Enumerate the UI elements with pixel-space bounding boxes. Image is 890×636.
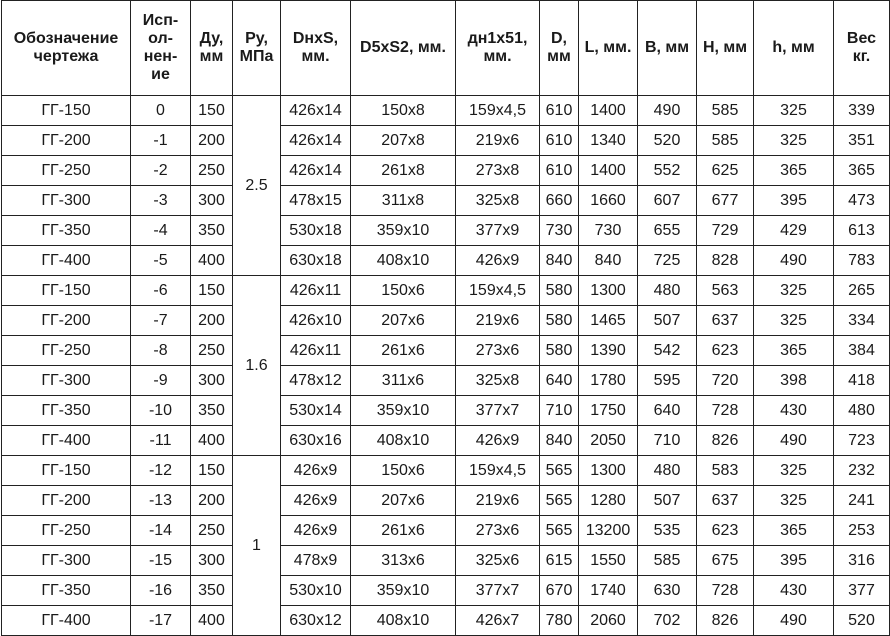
- cell-dhxs: 426x9: [281, 516, 351, 546]
- header-b: [638, 1, 697, 96]
- table-row: [2, 96, 890, 126]
- header-dn: [191, 1, 233, 96]
- header-line: ол-: [148, 30, 173, 47]
- cell-d: 660: [540, 186, 579, 216]
- cell-dhxs: 630x12: [281, 606, 351, 636]
- cell-designation: ГГ-400: [2, 426, 131, 456]
- cell-h-upper: 729: [697, 216, 754, 246]
- cell-dn1x51: 426x7: [456, 606, 540, 636]
- cell-dn: 150: [191, 276, 233, 306]
- cell-weight: 783: [834, 246, 890, 276]
- cell-d5xs2: 359x10: [351, 576, 456, 606]
- cell-h-lower: 490: [754, 246, 834, 276]
- cell-d: 670: [540, 576, 579, 606]
- cell-d: 565: [540, 516, 579, 546]
- cell-dn1x51: 273x8: [456, 156, 540, 186]
- cell-dhxs: 630x16: [281, 426, 351, 456]
- cell-h-lower: 430: [754, 576, 834, 606]
- cell-d: 580: [540, 336, 579, 366]
- cell-h-lower: 395: [754, 186, 834, 216]
- cell-designation: ГГ-350: [2, 396, 131, 426]
- cell-weight: 351: [834, 126, 890, 156]
- cell-dhxs: 426x14: [281, 126, 351, 156]
- cell-variant: -10: [131, 396, 191, 426]
- header-dn1x51: [456, 1, 540, 96]
- cell-designation: ГГ-150: [2, 96, 131, 126]
- cell-h-upper: 826: [697, 606, 754, 636]
- table-body: [2, 96, 890, 636]
- cell-l: 1780: [579, 366, 638, 396]
- cell-b: 585: [638, 546, 697, 576]
- cell-h-upper: 675: [697, 546, 754, 576]
- table-row: [2, 306, 890, 336]
- cell-variant: -1: [131, 126, 191, 156]
- cell-d: 780: [540, 606, 579, 636]
- cell-h-lower: 325: [754, 276, 834, 306]
- header-weight: [834, 1, 890, 96]
- cell-dn: 400: [191, 246, 233, 276]
- cell-h-upper: 623: [697, 516, 754, 546]
- cell-h-lower: 325: [754, 306, 834, 336]
- cell-b: 630: [638, 576, 697, 606]
- cell-l: 1340: [579, 126, 638, 156]
- cell-dn1x51: 219x6: [456, 126, 540, 156]
- cell-designation: ГГ-250: [2, 516, 131, 546]
- cell-designation: ГГ-200: [2, 486, 131, 516]
- header-line: Ру,: [245, 30, 268, 47]
- cell-dn1x51: 426x9: [456, 426, 540, 456]
- cell-weight: 613: [834, 216, 890, 246]
- cell-d: 580: [540, 306, 579, 336]
- cell-dn1x51: 325x8: [456, 366, 540, 396]
- cell-l: 1280: [579, 486, 638, 516]
- cell-b: 655: [638, 216, 697, 246]
- cell-l: 730: [579, 216, 638, 246]
- cell-weight: 365: [834, 156, 890, 186]
- cell-d: 610: [540, 156, 579, 186]
- cell-d5xs2: 313x6: [351, 546, 456, 576]
- cell-dn: 300: [191, 366, 233, 396]
- cell-dn1x51: 377x7: [456, 576, 540, 606]
- cell-b: 607: [638, 186, 697, 216]
- cell-dn1x51: 219x6: [456, 486, 540, 516]
- cell-d: 565: [540, 456, 579, 486]
- cell-weight: 473: [834, 186, 890, 216]
- table-row: [2, 606, 890, 636]
- cell-d: 565: [540, 486, 579, 516]
- cell-variant: -6: [131, 276, 191, 306]
- cell-variant: -4: [131, 216, 191, 246]
- cell-dn: 250: [191, 516, 233, 546]
- header-line: D,: [551, 30, 567, 47]
- cell-weight: 480: [834, 396, 890, 426]
- cell-dhxs: 426x14: [281, 156, 351, 186]
- header-h-upper: [697, 1, 754, 96]
- cell-d5xs2: 408x10: [351, 246, 456, 276]
- cell-variant: -3: [131, 186, 191, 216]
- cell-dhxs: 530x18: [281, 216, 351, 246]
- cell-dn: 200: [191, 306, 233, 336]
- cell-l: 2050: [579, 426, 638, 456]
- header-l: [579, 1, 638, 96]
- header-line: МПа: [239, 48, 274, 65]
- cell-dn1x51: 159x4,5: [456, 96, 540, 126]
- cell-designation: ГГ-350: [2, 576, 131, 606]
- header-h-lower: [754, 1, 834, 96]
- cell-h-lower: 430: [754, 396, 834, 426]
- cell-dn: 250: [191, 156, 233, 186]
- cell-h-lower: 325: [754, 126, 834, 156]
- header-row: [2, 1, 890, 96]
- cell-dn: 200: [191, 126, 233, 156]
- table-row: [2, 516, 890, 546]
- header-line: Исп-: [142, 12, 179, 29]
- cell-dn1x51: 325x6: [456, 546, 540, 576]
- cell-d: 640: [540, 366, 579, 396]
- cell-designation: ГГ-250: [2, 156, 131, 186]
- cell-h-lower: 490: [754, 606, 834, 636]
- cell-h-lower: 325: [754, 456, 834, 486]
- cell-weight: 232: [834, 456, 890, 486]
- cell-designation: ГГ-250: [2, 336, 131, 366]
- cell-h-upper: 828: [697, 246, 754, 276]
- table-row: [2, 336, 890, 366]
- cell-d5xs2: 150x8: [351, 96, 456, 126]
- table-row: [2, 456, 890, 486]
- cell-dn1x51: 219x6: [456, 306, 540, 336]
- cell-h-lower: 325: [754, 486, 834, 516]
- table-row: [2, 276, 890, 306]
- cell-weight: 265: [834, 276, 890, 306]
- cell-variant: 0: [131, 96, 191, 126]
- cell-variant: -2: [131, 156, 191, 186]
- cell-l: 1390: [579, 336, 638, 366]
- cell-d5xs2: 261x8: [351, 156, 456, 186]
- cell-b: 507: [638, 306, 697, 336]
- cell-dhxs: 530x10: [281, 576, 351, 606]
- cell-h-upper: 637: [697, 486, 754, 516]
- table-row: [2, 246, 890, 276]
- cell-d5xs2: 207x6: [351, 306, 456, 336]
- cell-d5xs2: 311x8: [351, 186, 456, 216]
- cell-h-lower: 325: [754, 96, 834, 126]
- cell-dhxs: 426x10: [281, 306, 351, 336]
- cell-dn: 150: [191, 96, 233, 126]
- header-line: мм.: [483, 48, 512, 65]
- cell-pn: 1.6: [233, 276, 281, 456]
- header-line: h, мм: [772, 39, 815, 56]
- header-line: DнxS,: [292, 30, 339, 47]
- header-line: Ду,: [199, 30, 224, 47]
- cell-weight: 339: [834, 96, 890, 126]
- table-row: [2, 156, 890, 186]
- cell-weight: 334: [834, 306, 890, 336]
- cell-b: 507: [638, 486, 697, 516]
- cell-dn1x51: 273x6: [456, 336, 540, 366]
- cell-d5xs2: 261x6: [351, 336, 456, 366]
- header-line: кг.: [852, 48, 871, 65]
- cell-d5xs2: 150x6: [351, 276, 456, 306]
- cell-l: 1300: [579, 456, 638, 486]
- cell-dn: 200: [191, 486, 233, 516]
- cell-h-lower: 398: [754, 366, 834, 396]
- cell-h-upper: 728: [697, 576, 754, 606]
- cell-pn: 2.5: [233, 96, 281, 276]
- cell-dn: 350: [191, 216, 233, 246]
- cell-d: 615: [540, 546, 579, 576]
- table-row: [2, 426, 890, 456]
- cell-l: 1465: [579, 306, 638, 336]
- cell-b: 520: [638, 126, 697, 156]
- cell-variant: -13: [131, 486, 191, 516]
- cell-variant: -11: [131, 426, 191, 456]
- cell-h-upper: 677: [697, 186, 754, 216]
- cell-variant: -8: [131, 336, 191, 366]
- cell-dhxs: 530x14: [281, 396, 351, 426]
- cell-weight: 418: [834, 366, 890, 396]
- cell-weight: 316: [834, 546, 890, 576]
- cell-d5xs2: 150x6: [351, 456, 456, 486]
- cell-weight: 241: [834, 486, 890, 516]
- cell-designation: ГГ-300: [2, 546, 131, 576]
- cell-variant: -12: [131, 456, 191, 486]
- cell-d5xs2: 207x6: [351, 486, 456, 516]
- cell-designation: ГГ-400: [2, 246, 131, 276]
- header-line: ие: [151, 66, 170, 83]
- cell-b: 480: [638, 456, 697, 486]
- cell-d5xs2: 207x8: [351, 126, 456, 156]
- cell-designation: ГГ-350: [2, 216, 131, 246]
- cell-weight: 384: [834, 336, 890, 366]
- header-d: [540, 1, 579, 96]
- cell-b: 725: [638, 246, 697, 276]
- cell-h-lower: 365: [754, 336, 834, 366]
- cell-l: 1660: [579, 186, 638, 216]
- cell-variant: -9: [131, 366, 191, 396]
- cell-h-lower: 365: [754, 516, 834, 546]
- cell-b: 702: [638, 606, 697, 636]
- cell-d5xs2: 408x10: [351, 606, 456, 636]
- cell-designation: ГГ-200: [2, 306, 131, 336]
- header-line: D5xS2, мм.: [360, 39, 446, 56]
- cell-l: 1740: [579, 576, 638, 606]
- cell-h-lower: 429: [754, 216, 834, 246]
- cell-variant: -14: [131, 516, 191, 546]
- cell-l: 2060: [579, 606, 638, 636]
- cell-d: 610: [540, 96, 579, 126]
- cell-dn: 150: [191, 456, 233, 486]
- cell-h-upper: 563: [697, 276, 754, 306]
- cell-variant: -15: [131, 546, 191, 576]
- cell-h-upper: 625: [697, 156, 754, 186]
- cell-l: 1400: [579, 156, 638, 186]
- cell-weight: 723: [834, 426, 890, 456]
- cell-h-upper: 583: [697, 456, 754, 486]
- cell-variant: -7: [131, 306, 191, 336]
- cell-d: 840: [540, 426, 579, 456]
- cell-designation: ГГ-150: [2, 276, 131, 306]
- cell-d: 730: [540, 216, 579, 246]
- cell-dn1x51: 159x4,5: [456, 456, 540, 486]
- cell-pn: 1: [233, 456, 281, 636]
- cell-h-lower: 490: [754, 426, 834, 456]
- table-row: [2, 216, 890, 246]
- cell-dhxs: 478x12: [281, 366, 351, 396]
- cell-l: 840: [579, 246, 638, 276]
- cell-dn1x51: 159x4,5: [456, 276, 540, 306]
- cell-b: 480: [638, 276, 697, 306]
- cell-b: 490: [638, 96, 697, 126]
- cell-designation: ГГ-200: [2, 126, 131, 156]
- cell-d: 610: [540, 126, 579, 156]
- cell-d5xs2: 359x10: [351, 396, 456, 426]
- cell-weight: 253: [834, 516, 890, 546]
- cell-dn: 400: [191, 606, 233, 636]
- cell-dn1x51: 377x7: [456, 396, 540, 426]
- cell-dn: 350: [191, 576, 233, 606]
- cell-dhxs: 426x14: [281, 96, 351, 126]
- cell-d5xs2: 359x10: [351, 216, 456, 246]
- table-row: [2, 366, 890, 396]
- cell-d: 710: [540, 396, 579, 426]
- header-line: мм: [547, 48, 571, 65]
- cell-dn1x51: 377x9: [456, 216, 540, 246]
- cell-dhxs: 426x9: [281, 486, 351, 516]
- header-designation: [2, 1, 131, 96]
- table-row: [2, 486, 890, 516]
- table-row: [2, 396, 890, 426]
- header-line: B, мм: [644, 39, 690, 56]
- header-line: нен-: [143, 48, 178, 65]
- header-line: L, мм.: [584, 39, 632, 56]
- header-pn: [233, 1, 281, 96]
- header-d5xs2: [351, 1, 456, 96]
- cell-variant: -16: [131, 576, 191, 606]
- cell-dn: 350: [191, 396, 233, 426]
- cell-dhxs: 478x9: [281, 546, 351, 576]
- cell-d: 840: [540, 246, 579, 276]
- header-line: мм.: [301, 48, 330, 65]
- cell-l: 1300: [579, 276, 638, 306]
- cell-dhxs: 426x11: [281, 276, 351, 306]
- cell-dhxs: 426x11: [281, 336, 351, 366]
- cell-l: 1750: [579, 396, 638, 426]
- cell-variant: -17: [131, 606, 191, 636]
- specification-table: [1, 0, 890, 636]
- header-line: Вес: [846, 30, 877, 47]
- cell-h-upper: 637: [697, 306, 754, 336]
- cell-b: 552: [638, 156, 697, 186]
- cell-dn: 400: [191, 426, 233, 456]
- cell-h-upper: 585: [697, 96, 754, 126]
- cell-b: 640: [638, 396, 697, 426]
- cell-h-lower: 365: [754, 156, 834, 186]
- header-variant: [131, 1, 191, 96]
- table-row: [2, 186, 890, 216]
- table-row: [2, 576, 890, 606]
- table-row: [2, 546, 890, 576]
- header-line: чертежа: [33, 48, 99, 65]
- cell-dn: 300: [191, 546, 233, 576]
- header-line: мм: [199, 48, 224, 65]
- cell-l: 1400: [579, 96, 638, 126]
- cell-b: 542: [638, 336, 697, 366]
- cell-weight: 520: [834, 606, 890, 636]
- cell-dhxs: 630x18: [281, 246, 351, 276]
- cell-b: 595: [638, 366, 697, 396]
- cell-h-upper: 720: [697, 366, 754, 396]
- cell-dn1x51: 273x6: [456, 516, 540, 546]
- cell-d5xs2: 261x6: [351, 516, 456, 546]
- cell-d5xs2: 408x10: [351, 426, 456, 456]
- cell-h-upper: 728: [697, 396, 754, 426]
- cell-b: 535: [638, 516, 697, 546]
- cell-h-upper: 623: [697, 336, 754, 366]
- cell-dn: 300: [191, 186, 233, 216]
- table-row: [2, 126, 890, 156]
- cell-dn1x51: 325x8: [456, 186, 540, 216]
- header-line: дн1x51,: [467, 30, 528, 47]
- cell-dn1x51: 426x9: [456, 246, 540, 276]
- cell-designation: ГГ-400: [2, 606, 131, 636]
- cell-dhxs: 478x15: [281, 186, 351, 216]
- cell-h-upper: 826: [697, 426, 754, 456]
- cell-h-upper: 585: [697, 126, 754, 156]
- cell-weight: 377: [834, 576, 890, 606]
- header-line: H, мм: [702, 39, 748, 56]
- cell-dn: 250: [191, 336, 233, 366]
- cell-d: 580: [540, 276, 579, 306]
- cell-h-lower: 395: [754, 546, 834, 576]
- cell-l: 13200: [579, 516, 638, 546]
- cell-b: 710: [638, 426, 697, 456]
- header-line: Обозначение: [13, 30, 119, 47]
- cell-designation: ГГ-300: [2, 366, 131, 396]
- cell-designation: ГГ-300: [2, 186, 131, 216]
- cell-designation: ГГ-150: [2, 456, 131, 486]
- cell-l: 1550: [579, 546, 638, 576]
- cell-d5xs2: 311x6: [351, 366, 456, 396]
- cell-variant: -5: [131, 246, 191, 276]
- cell-dhxs: 426x9: [281, 456, 351, 486]
- header-dhxs: [281, 1, 351, 96]
